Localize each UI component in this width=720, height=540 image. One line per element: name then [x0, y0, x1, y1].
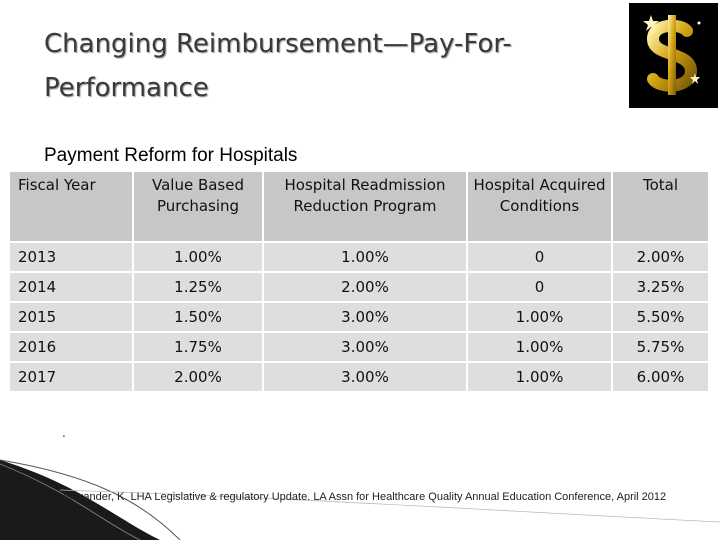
empty-bullet: . [62, 424, 66, 440]
cell-readmission: 2.00% [263, 272, 467, 302]
cell-total: 6.00% [612, 362, 708, 391]
cell-fiscal-year: 2014 [10, 272, 133, 302]
header-total: Total [612, 172, 708, 242]
header-fiscal-year: Fiscal Year [10, 172, 133, 242]
cell-readmission: 1.00% [263, 242, 467, 272]
table-row [10, 332, 708, 362]
cell-readmission: 3.00% [263, 302, 467, 332]
header-hospital-acquired-conditions: Hospital Acquired Conditions [467, 172, 612, 242]
cell-total: 3.25% [612, 272, 708, 302]
table-row [10, 272, 708, 302]
cell-fiscal-year: 2015 [10, 302, 133, 332]
table-row [10, 302, 708, 332]
table-row [10, 362, 708, 391]
payment-reform-table [10, 172, 708, 391]
header-readmission-reduction: Hospital Readmission Reduction Program [263, 172, 467, 242]
table-header-row [10, 172, 708, 242]
gold-dollar-sign-icon [629, 3, 718, 108]
cell-fiscal-year: 2016 [10, 332, 133, 362]
header-value-based-purchasing: Value Based Purchasing [133, 172, 263, 242]
table-subtitle: Payment Reform for Hospitals [44, 145, 298, 166]
cell-hac: 0 [467, 242, 612, 272]
cell-total: 2.00% [612, 242, 708, 272]
dollar-logo [629, 3, 718, 108]
decorative-swoosh [0, 430, 720, 540]
cell-fiscal-year: 2017 [10, 362, 133, 391]
cell-fiscal-year: 2013 [10, 242, 133, 272]
table-row [10, 242, 708, 272]
slide-title: Changing Reimbursement—Pay-For-Performance [44, 29, 512, 103]
cell-vbp: 1.25% [133, 272, 263, 302]
cell-vbp: 2.00% [133, 362, 263, 391]
cell-vbp: 1.00% [133, 242, 263, 272]
source-citation: Alexander, K. LHA Legislative & regulatory Update. LA Assn for Healthcare Quality Annual Education Conference, April 2012 [62, 491, 667, 503]
cell-readmission: 3.00% [263, 332, 467, 362]
cell-hac: 1.00% [467, 302, 612, 332]
cell-vbp: 1.75% [133, 332, 263, 362]
cell-vbp: 1.50% [133, 302, 263, 332]
cell-hac: 1.00% [467, 362, 612, 391]
cell-hac: 0 [467, 272, 612, 302]
cell-total: 5.75% [612, 332, 708, 362]
cell-readmission: 3.00% [263, 362, 467, 391]
cell-total: 5.50% [612, 302, 708, 332]
cell-hac: 1.00% [467, 332, 612, 362]
